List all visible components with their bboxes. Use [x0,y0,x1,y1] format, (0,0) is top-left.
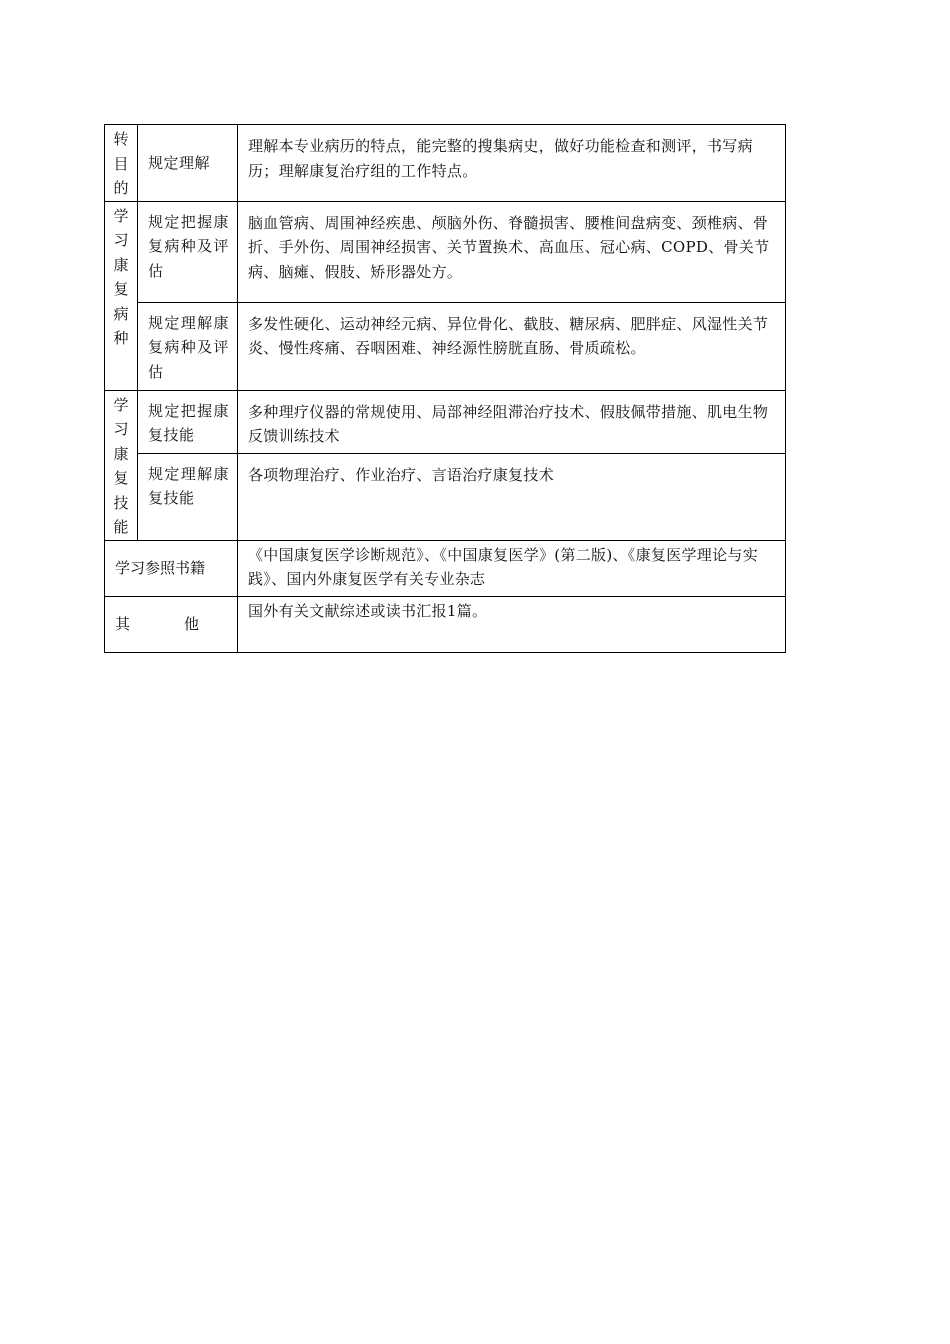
group-cell-learn-skills [105,390,138,540]
table-row [105,453,786,540]
label-char: 其 [115,615,131,633]
group-char: 的 [113,179,129,197]
group-char: 学 [113,206,129,225]
group-char: 康 [113,255,129,274]
group-char: 能 [113,518,129,536]
row-label: 规定理解康复病种及评估 [138,302,238,390]
row-label: 规定把握康复技能 [138,390,238,453]
group-char: 病 [113,304,129,323]
group-char: 学 [113,395,129,414]
group-cell-rotation-purpose [105,125,138,202]
table-row [105,201,786,302]
row-content: 多发性硬化、运动神经元病、异位骨化、截肢、糖尿病、肥胖症、风湿性关节炎、慢性疼痛、吞咽困难、神经源性膀胱直肠、骨质疏松。 [238,302,786,390]
row-content: 《中国康复医学诊断规范》、《中国康复医学》(第二版)、《康复医学理论与实践》、国内外康复医学有关专业杂志 [238,540,786,596]
training-requirements-table [104,124,786,653]
group-char: 转 [113,130,129,148]
group-char: 习 [113,231,129,249]
table-row [105,596,786,652]
row-content: 国外有关文献综述或读书汇报1篇。 [238,596,786,652]
group-char: 复 [113,469,129,487]
row-content: 理解本专业病历的特点，能完整的搜集病史，做好功能检查和测评，书写病历；理解康复治疗组的工作特点。 [238,125,786,202]
row-label: 规定把握康复病种及评估 [138,201,238,302]
group-char: 目 [113,154,129,173]
row-label-reference-books: 学习参照书籍 [105,540,238,596]
group-char: 复 [113,280,129,298]
group-char: 习 [113,420,129,438]
row-content: 各项物理治疗、作业治疗、言语治疗康复技术 [238,453,786,540]
label-char: 他 [183,615,199,633]
row-label: 规定理解康复技能 [138,453,238,540]
group-char: 种 [113,329,129,347]
row-content: 脑血管病、周围神经疾患、颅脑外伤、脊髓损害、腰椎间盘病变、颈椎病、骨折、手外伤、周围神经损害、关节置换术、高血压、冠心病、COPD、骨关节病、脑瘫、假肢、矫形器处方。 [238,201,786,302]
row-label-other [105,596,238,652]
table-row [105,540,786,596]
row-content: 多种理疗仪器的常规使用、局部神经阻滞治疗技术、假肢佩带措施、肌电生物反馈训练技术 [238,390,786,453]
table-row [105,302,786,390]
group-cell-learn-diseases [105,201,138,390]
table-row [105,125,786,202]
group-char: 康 [113,444,129,463]
table-row [105,390,786,453]
group-char: 技 [113,493,129,512]
row-label: 规定理解 [138,125,238,202]
